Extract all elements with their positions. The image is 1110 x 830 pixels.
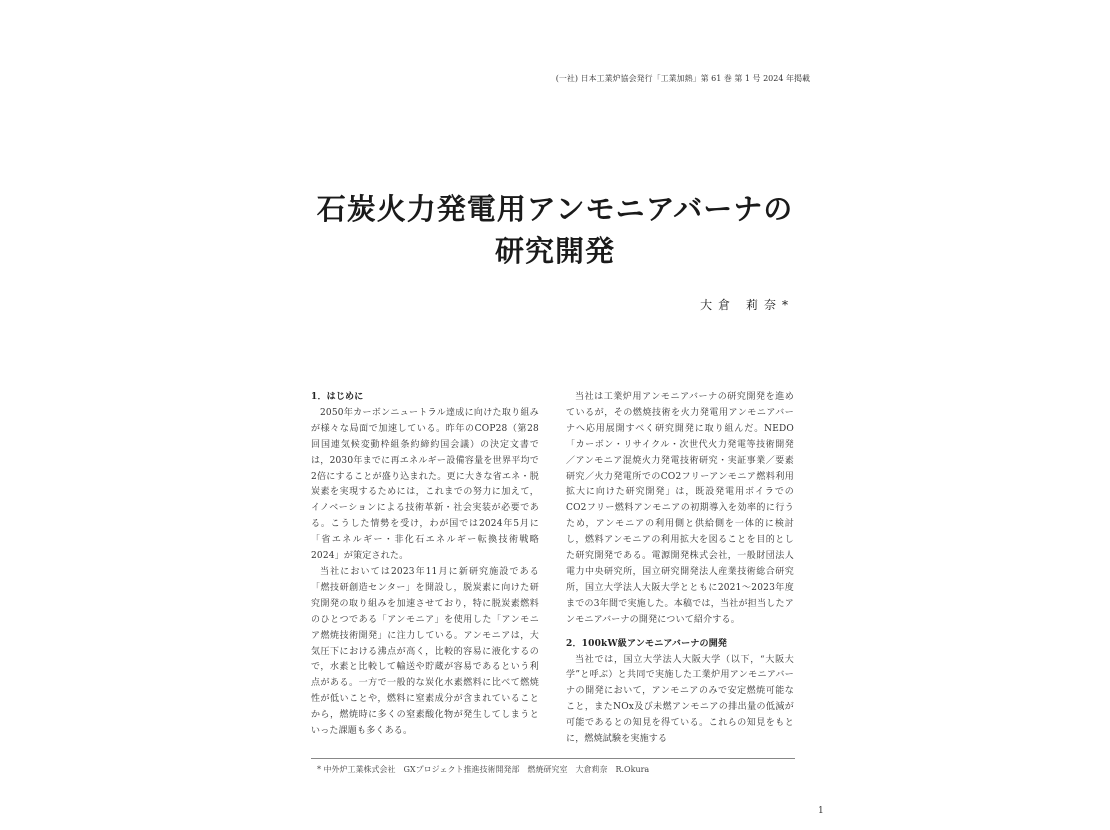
paragraph: 当社は工業炉用アンモニアバーナの研究開発を進めているが，その燃焼技術を火力発電用アンモニアバーナへ応用展開すべく研究開発に取り組んだ。NEDO「カーボン・リサイクル・次世代火力発電等技術開発／アンモニア混焼火力発電技術研究・実証事業／要素研究／火力発電所でのCO2フリーアンモニア燃料利用拡大に向けた研究開発」は，既設発電用ボイラでのCO2フリー燃料アンモニアの初期導入を効率的に行うため，アンモニアの利用側と供給側を一体的に検討し，燃料アンモニアの利用拡大を図ることを目的とした研究開発である。電源開発株式会社，一般財団法人電力中央研究所，国立研究開発法人産業技術総合研究所，国立大学法人大阪大学とともに2021～2023年度までの3年間で実施した。本稿では，当社が担当したアンモニアバーナの開発について紹介する。 [566,392,794,625]
title-line-2: 研究開発 [494,234,615,268]
footnote: * 中外炉工業株式会社 GXプロジェクト推進技術開発部 燃焼研究室 大倉莉奈 R.Okura [317,765,650,774]
body-column-left [311,390,539,740]
running-header: (一社) 日本工業炉協会発行「工業加熱」第 61 巻 第 1 号 2024 年掲載 [555,74,810,83]
section-heading: 2．100kW級アンモニアバーナの開発 [566,638,728,649]
body-column-right [566,390,794,748]
paragraph: 2050年カーボンニュートラル達成に向けた取り組みが様々な局面で加速している。昨年のCOP28（第28回国連気候変動枠組条約締約国会議）の決定文書では，2030年までに再エネルギー設備容量を世界平均で2倍にすることが盛り込まれた。更に大きな省エネ・脱炭素を実現するためには，これまでの努力に加えて，イノベーションによる技術革新・社会実装が必要である。こうした情勢を受け，わが国では2024年5月に「省エネルギー・非化石エネルギー転換技術戦略2024」が策定された。 [311,407,539,562]
paragraph: 当社においては2023年11月に新研究施設である「燃技研創造センター」を開設し，脱炭素に向けた研究開発の取り組みを加速させており，特に脱炭素燃料のひとつである「アンモニア」を使用した「アンモニア燃焼技術開発」に注力している。アンモニアは，大気圧下における沸点が高く，比較的容易に液化するので，水素と比較して輸送や貯蔵が容易であるという利点がある。一方で一般的な炭化水素燃料に比べて燃焼性が低いことや，燃料に窒素成分が含まれていることから，燃焼時に多くの窒素酸化物が発生してしまうといった課題も多くある。 [311,566,539,737]
page-number: 1 [818,806,824,816]
paragraph: 当社では，国立大学法人大阪大学（以下，“大阪大学”と呼ぶ）と共同で実施した工業炉用アンモニアバーナの開発において，アンモニアのみで安定燃焼可能なこと，またNOx及び未燃アンモニアの排出量の低減が可能であるとの知見を得ている。これらの知見をもとに，燃焼試験を実施する [566,654,794,745]
title-line-1: 石炭火力発電用アンモニアバーナの [316,192,794,226]
author-name: 大倉 莉奈* [700,298,794,312]
section-heading: 1．はじめに [311,392,364,402]
footnote-divider [311,758,795,759]
article-title [0,188,1110,272]
